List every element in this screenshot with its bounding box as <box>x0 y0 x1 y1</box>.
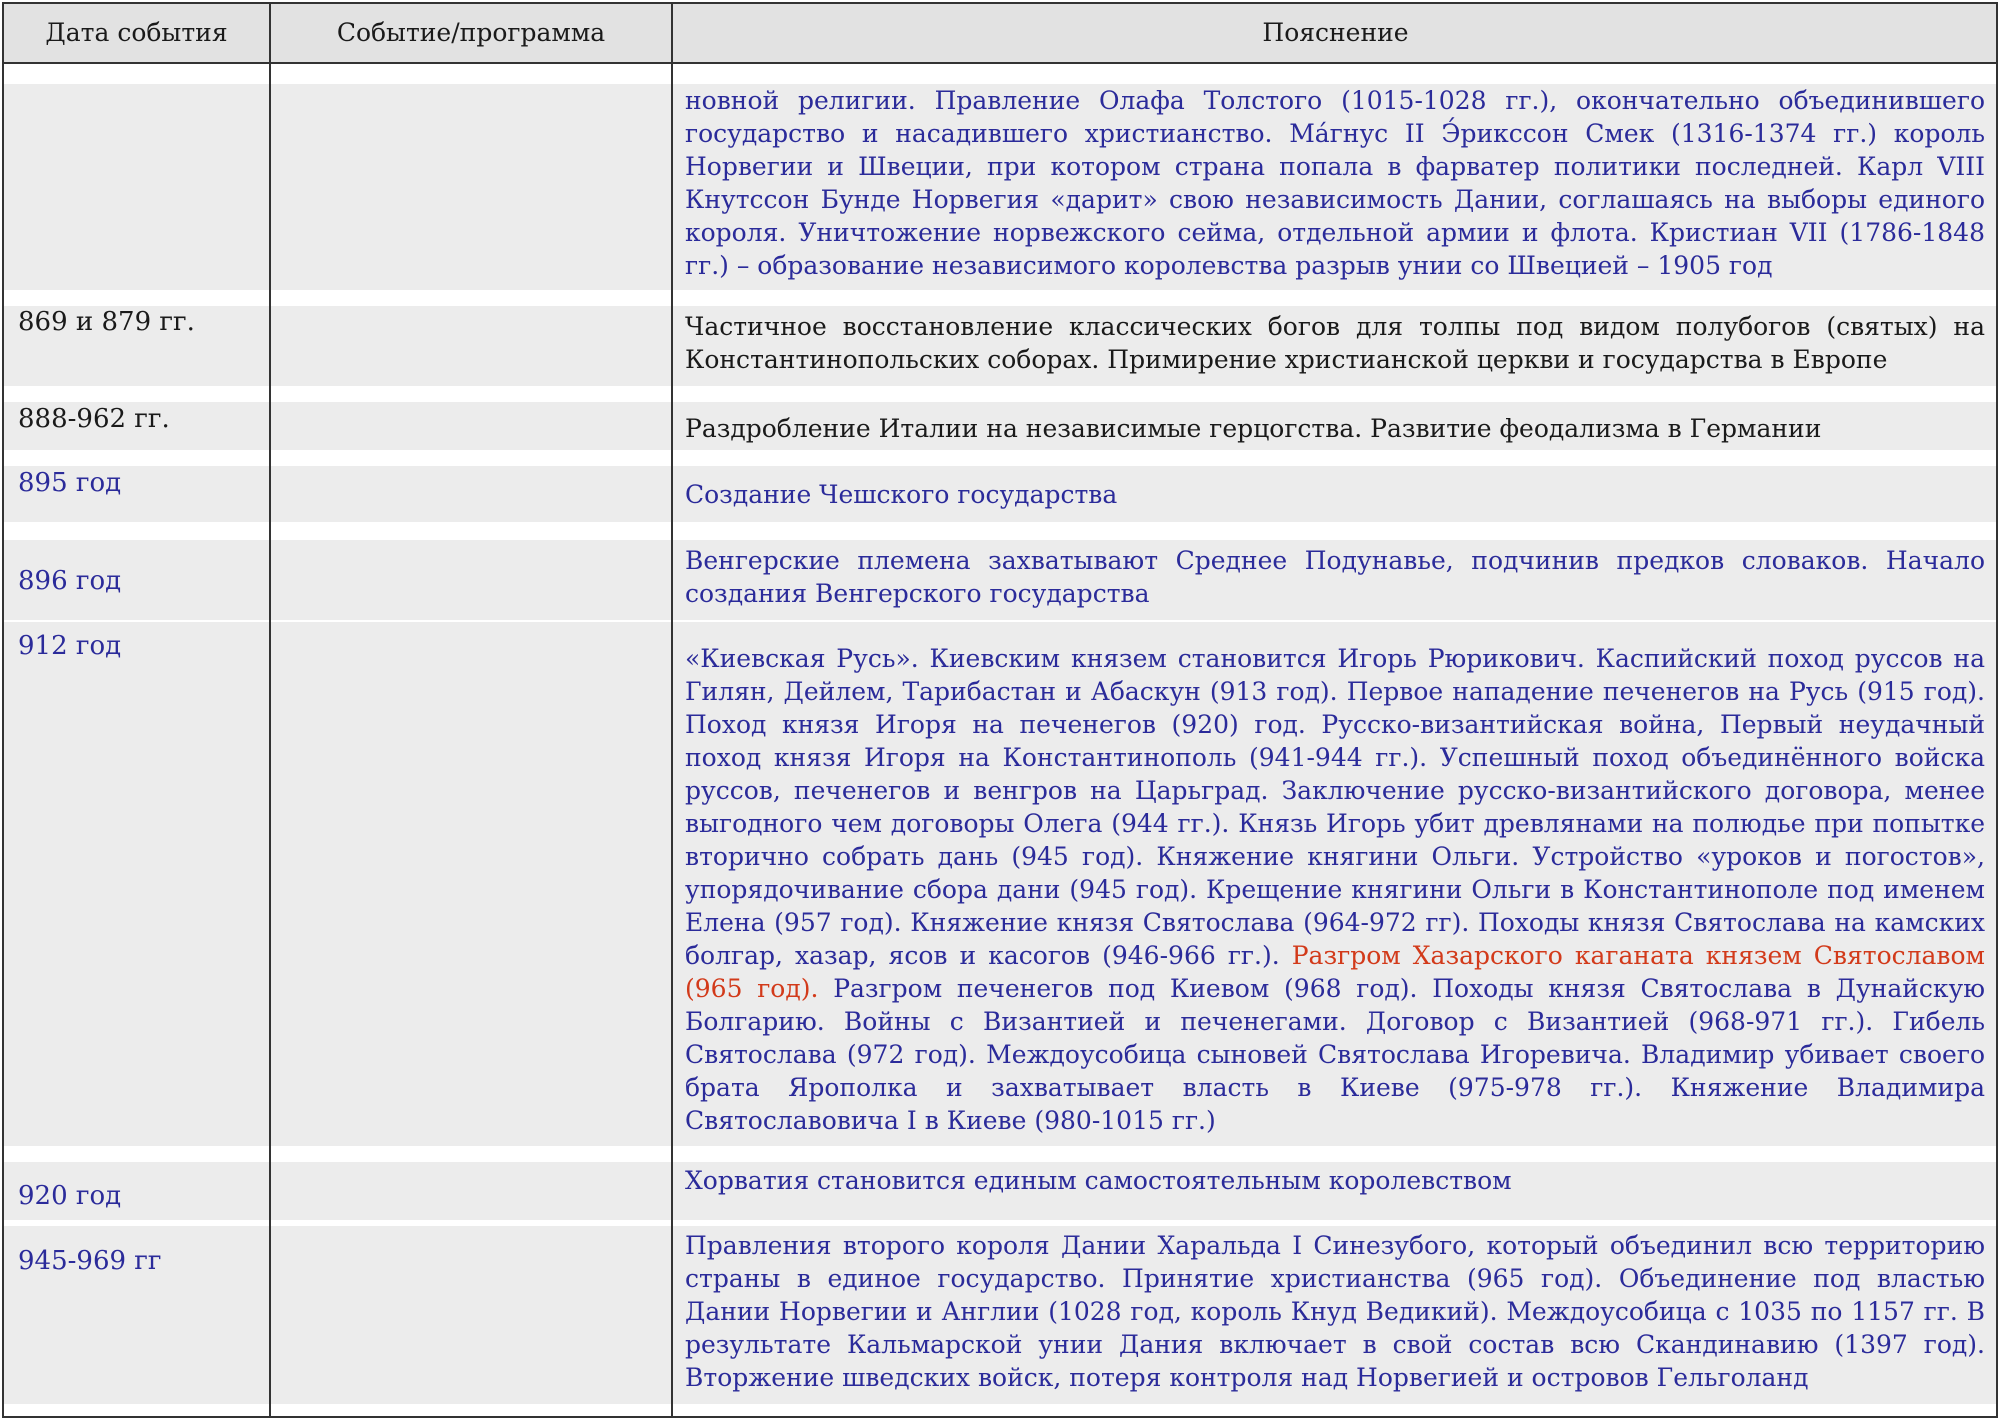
row-note-text: Разгром печенегов под Киевом (968 год). Походы князя Святослава в Дунайскую Болгарию. Войны с Византией и печенегами. Договор с Византией (968-971 гг.). Гибель Святослава (972 год). Междоусобица сыновей Святослава Игоревича. Владимир убивает своего брата Ярополка и захватывает власть в Киеве (975-978 гг.). Княжение Владимира Святославовича I в Киеве (980-1015 гг.) <box>685 974 1985 1135</box>
row-date: 912 год <box>18 631 122 661</box>
row-date: 945-969 гг <box>18 1246 162 1276</box>
header-event: Событие/программа <box>336 18 606 47</box>
header-date: Дата события <box>45 18 228 47</box>
row-date: 896 год <box>18 566 122 596</box>
row-note: Раздробление Италии на независимые герцогства. Развитие феодализма в Германии <box>685 414 1822 443</box>
row-note: Хорватия становится единым самостоятельным королевством <box>685 1166 1512 1195</box>
row-note: Частичное восстановление классических богов для толпы под видом полубогов (святых) на Константинопольских соборах. Примирение христианской церкви и государства в Европе <box>685 312 1985 374</box>
chronology-table <box>2 2 1998 1418</box>
header-note: Пояснение <box>1262 18 1409 47</box>
row-note: Венгерские племена захватывают Среднее Подунавье, подчинив предков словаков. Начало создания Венгерского государства <box>685 546 1985 608</box>
row-date: 888-962 гг. <box>18 404 170 434</box>
row-date: 920 год <box>18 1181 122 1211</box>
row-date: 869 и 879 гг. <box>18 307 195 337</box>
table-header <box>4 4 1996 64</box>
row-note: Создание Чешского государства <box>685 480 1118 509</box>
row-note: новной религии. Правление Олафа Толстого (1015-1028 гг.), окончательно объединившего государство и насадившего христианство. Ма́гнус II Э́рикссон Смек (1316-1374 гг.) король Норвегии и Швеции, при котором страна попала в фарватер политики последней. Карл VIII Кнутссон Бунде Норвегия «дарит» свою независимость Дании, соглашаясь на выборы единого короля. Уничтожение норвежского сейма, отдельной армии и флота. Кристиан VII (1786-1848 гг.) – образование независимого королевства разрыв унии со Швецией – 1905 год <box>685 86 1985 280</box>
row-note-highlight: Разгром Хазарского каганата князем Святославом (965 год). <box>685 941 1986 1003</box>
column-divider <box>269 4 271 1416</box>
row-note <box>685 642 1985 1137</box>
row-date: 895 год <box>18 468 122 498</box>
row-note: Правления второго короля Дании Харальда I Синезубого, который объединил всю территорию страны в единое государство. Принятие христианства (965 год). Объединение под властью Дании Норвегии и Англии (1028 год, король Кнуд Ведикий). Междоусобица с 1035 по 1157 гг. В результате Кальмарской унии Дания включает в свой состав всю Скандинавию (1397 год). Вторжение шведских войск, потеря контроля над Норвегией и островов Гельголанд <box>685 1231 1985 1392</box>
column-divider <box>671 4 673 1416</box>
row-note-text: «Киевская Русь». Киевским князем становится Игорь Рюрикович. Каспийский поход руссов на Гилян, Дейлем, Тарибастан и Абаскун (913 год). Первое нападение печенегов на Русь (915 год). Поход князя Игоря на печенегов (920) год. Русско-византийская война, Первый неудачный поход князя Игоря на Константинополь (941-944 гг.). Успешный поход объединённого войска руссов, печенегов и венгров на Царьград. Заключение русско-византийского договора, менее выгодного чем договоры Олега (944 гг.). Князь Игорь убит древлянами на полюдье при попытке вторично собрать дань (945 год). Княжение княгини Ольги. Устройство «уроков и погостов», упорядочивание сбора дани (945 год). Крещение княгини Ольги в Константинополе под именем Елена (957 год). Княжение князя Святослава (964-972 гг). Походы князя Святослава на камских болгар, хазар, ясов и касогов (946-966 гг.). <box>685 644 1985 970</box>
